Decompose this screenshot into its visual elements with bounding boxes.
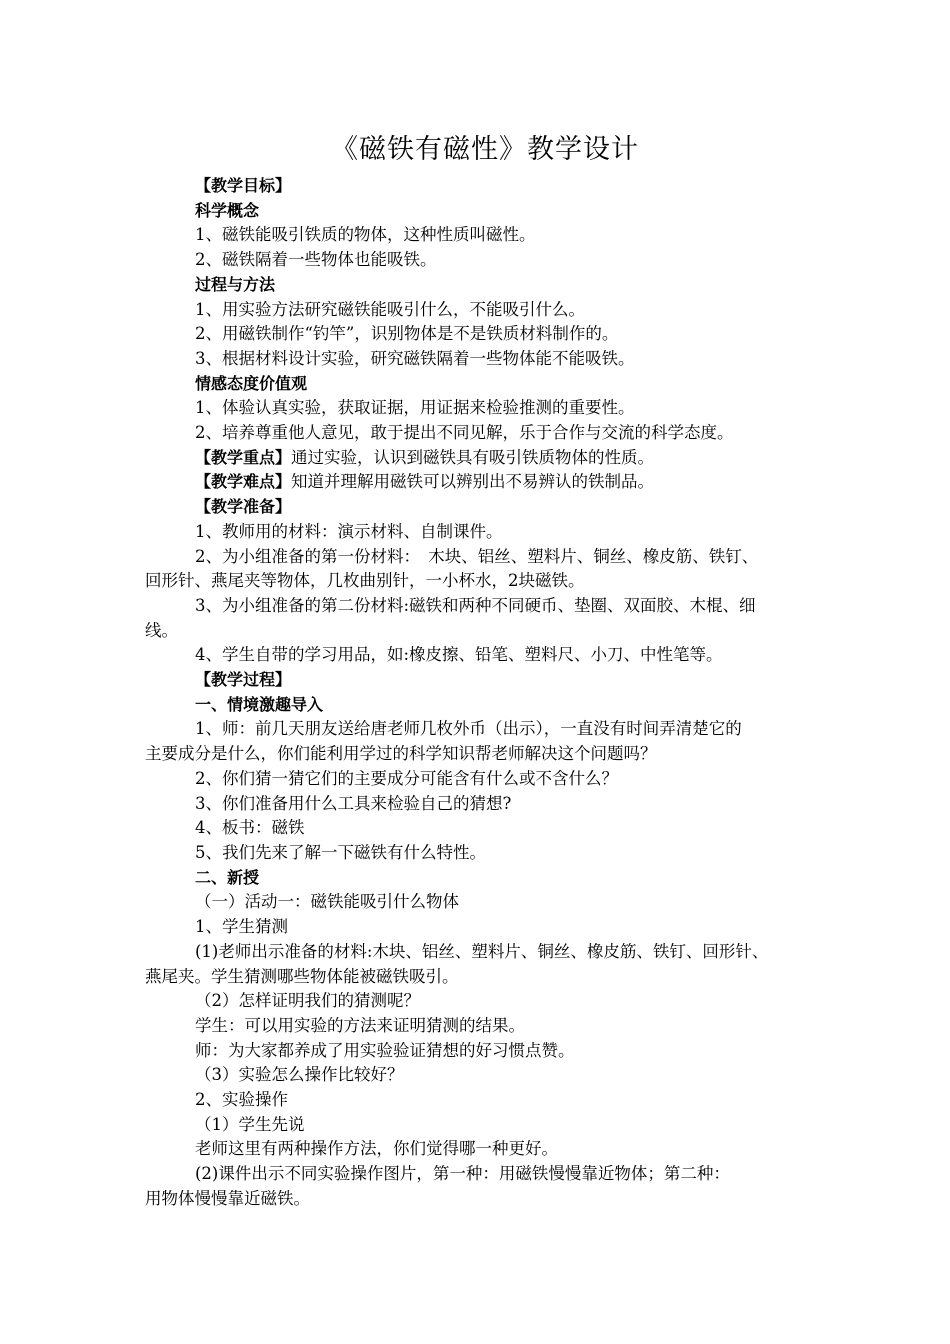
- body-line: 学生：可以用实验的方法来证明猜测的结果。: [195, 1015, 525, 1035]
- body-line: 老师这里有两种操作方法，你们觉得哪一种更好。: [195, 1139, 558, 1159]
- document-body: [145, 174, 825, 1212]
- body-line: 2、实验操作: [195, 1090, 288, 1110]
- body-line: 4、学生自带的学习用品，如:橡皮擦、铅笔、塑料尺、小刀、中性笔等。: [195, 645, 723, 665]
- key-point-line: [145, 446, 825, 471]
- body-line: （一）活动一：磁铁能吸引什么物体: [195, 892, 459, 912]
- body-line: 1、教师用的材料：演示材料、自制课件。: [195, 521, 503, 541]
- difficulty-line: [145, 470, 825, 495]
- body-line: （3）实验怎么操作比较好？: [195, 1065, 404, 1085]
- body-line: （1）学生先说: [195, 1114, 305, 1134]
- body-line: 4、板书：磁铁: [195, 818, 305, 838]
- document-title: 《磁铁有磁性》教学设计: [331, 134, 639, 165]
- body-line: （2）怎样证明我们的猜测呢？: [195, 991, 420, 1011]
- difficulty-heading: 【教学难点】: [195, 472, 292, 492]
- body-line: 3、你们准备用什么工具来检验自己的猜想?: [195, 793, 512, 813]
- body-line-continuation: 回形针、燕尾夹等物体，几枚曲别针，一小杯水，2块磁铁。: [145, 571, 585, 591]
- body-line: 1、学生猜测: [195, 917, 288, 937]
- key-point-heading: 【教学重点】: [195, 447, 292, 467]
- body-line: 2、你们猜一猜它们的主要成分可能含有什么或不含什么？: [195, 768, 618, 788]
- body-line-continuation: 燕尾夹。学生猜测哪些物体能被磁铁吸引。: [145, 966, 459, 986]
- body-line: 2、培养尊重他人意见，敢于提出不同见解，乐于合作与交流的科学态度。: [195, 423, 734, 443]
- section-heading: 【教学目标】: [195, 176, 292, 195]
- subsection-heading: 一、情境激趣导入: [195, 694, 324, 714]
- body-line: 师：为大家都养成了用实验验证猜想的好习惯点赞。: [195, 1040, 575, 1060]
- key-point-text: 通过实验，认识到磁铁具有吸引铁质物体的性质。: [291, 447, 655, 467]
- difficulty-text: 知道并理解用磁铁可以辨别出不易辨认的铁制品。: [291, 472, 655, 492]
- section-heading: 【教学准备】: [195, 497, 292, 517]
- body-line: 1、磁铁能吸引铁质的物体，这种性质叫磁性。: [195, 225, 536, 245]
- subsection-heading: 情感态度价值观: [195, 373, 308, 393]
- subsection-heading: 二、新授: [195, 867, 260, 887]
- subsection-heading: 过程与方法: [195, 274, 276, 294]
- body-line: 2、用磁铁制作“钓竿”，识别物体是不是铁质材料制作的。: [195, 324, 619, 344]
- body-line: 3、为小组准备的第二份材料:磁铁和两种不同硬币、垫圈、双面胶、木棍、细: [195, 595, 756, 615]
- body-line: (2)课件出示不同实验操作图片，第一种：用磁铁慢慢靠近物体；第二种：: [195, 1164, 730, 1184]
- section-heading: 【教学过程】: [195, 670, 292, 690]
- body-line: 2、磁铁隔着一些物体也能吸铁。: [195, 250, 437, 270]
- body-line: 2、为小组准备的第一份材料： 木块、铝丝、塑料片、铜丝、橡皮筋、铁钉、: [195, 546, 759, 566]
- body-line-continuation: 用物体慢慢靠近磁铁。: [145, 1188, 310, 1208]
- body-line: 1、体验认真实验，获取证据，用证据来检验推测的重要性。: [195, 398, 635, 418]
- body-line-continuation: 线。: [145, 620, 178, 640]
- body-line: (1)老师出示准备的材料:木块、铝丝、塑料片、铜丝、橡皮筋、铁钉、回形针、: [195, 941, 769, 961]
- body-line: 1、用实验方法研究磁铁能吸引什么，不能吸引什么。: [195, 299, 585, 319]
- body-line: 3、根据材料设计实验，研究磁铁隔着一些物体能不能吸铁。: [195, 348, 635, 368]
- body-line-continuation: 主要成分是什么，你们能利用学过的科学知识帮老师解决这个问题吗？: [145, 744, 657, 764]
- subsection-heading: 科学概念: [195, 200, 260, 220]
- body-line: 5、我们先来了解一下磁铁有什么特性。: [195, 842, 486, 862]
- body-line: 1、师：前几天朋友送给唐老师几枚外币（出示），一直没有时间弄清楚它的: [195, 719, 742, 739]
